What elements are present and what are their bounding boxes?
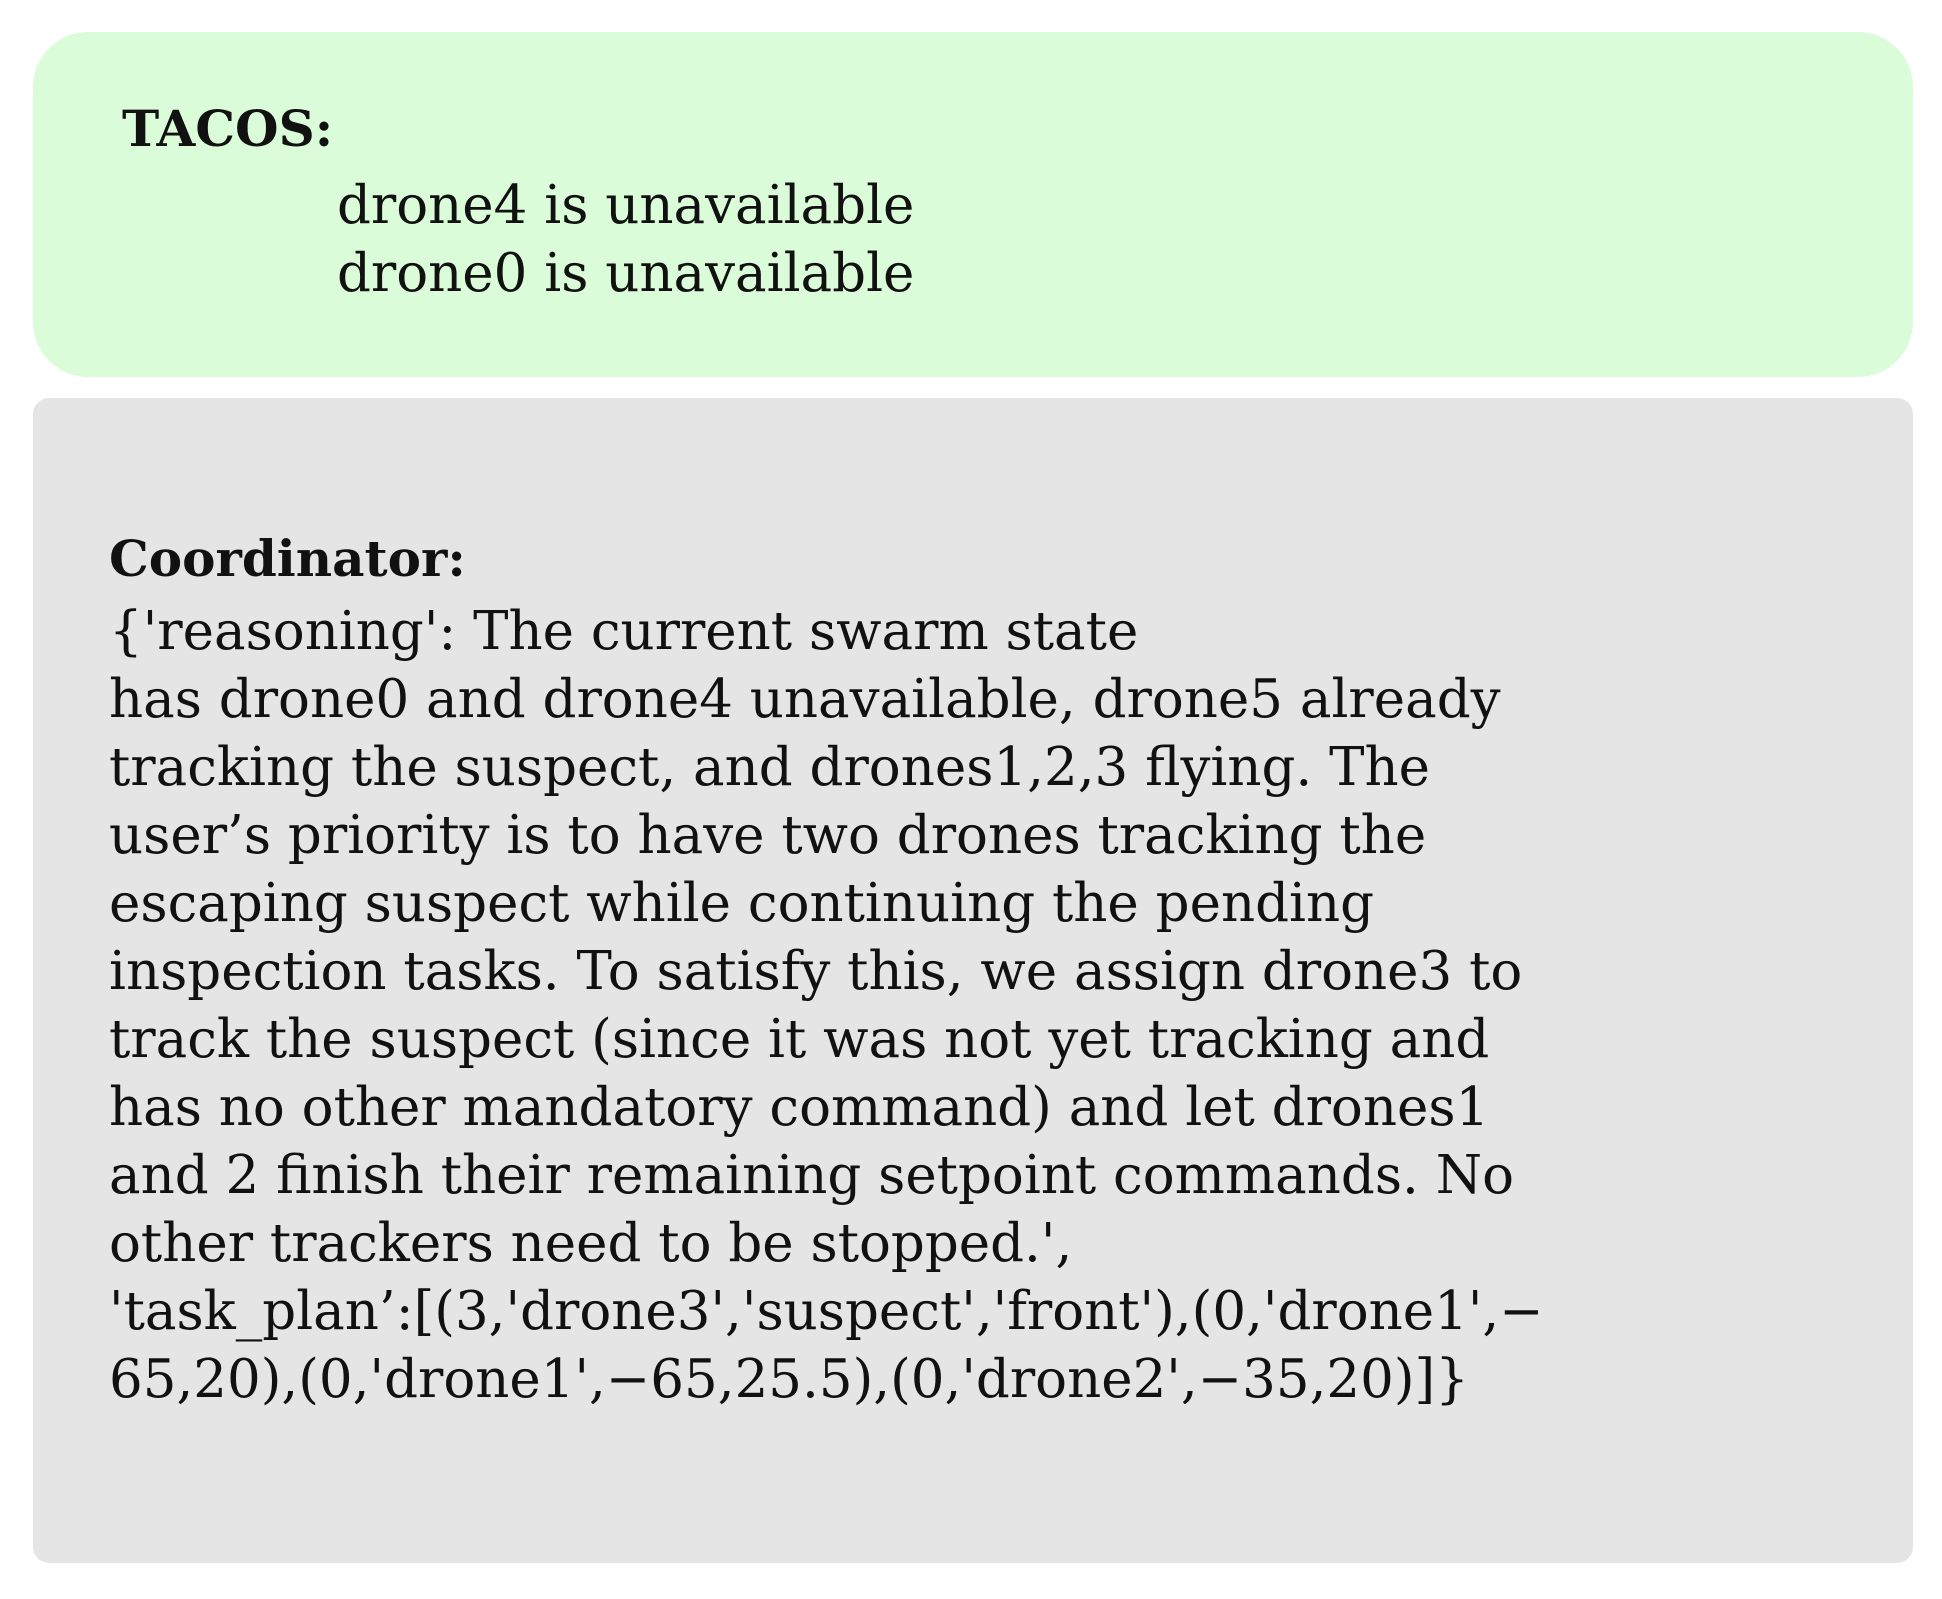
coordinator-text-line: other trackers need to be stopped.', [109,1213,1073,1274]
tacos-status-line: drone0 is unavailable [337,243,915,304]
tacos-message-panel [33,32,1913,377]
coordinator-text-line: {'reasoning': The current swarm state [109,601,1139,662]
coordinator-output-text [109,598,1544,1414]
coordinator-text-line: 65,20),(0,'drone1',−65,25.5),(0,'drone2',−35,20)]} [109,1349,1469,1410]
coordinator-text-line: escaping suspect while continuing the pending [109,873,1375,934]
coordinator-text-line: tracking the suspect, and drones1,2,3 flying. The [109,737,1430,798]
coordinator-text-line: track the suspect (since it was not yet tracking and [109,1009,1490,1070]
tacos-status-line: drone4 is unavailable [337,175,915,236]
coordinator-text-line: and 2 finish their remaining setpoint commands. No [109,1145,1514,1206]
coordinator-text-line: has drone0 and drone4 unavailable, drone5 already [109,669,1501,730]
coordinator-text-line: 'task_plan’:[(3,'drone3','suspect','front'),(0,'drone1',− [109,1281,1544,1342]
coordinator-heading: Coordinator: [109,529,466,588]
coordinator-text-line: has no other mandatory command) and let drones1 [109,1077,1490,1138]
coordinator-text-line: user’s priority is to have two drones tracking the [109,805,1427,866]
coordinator-text-line: inspection tasks. To satisfy this, we assign drone3 to [109,941,1523,1002]
tacos-heading: TACOS: [122,99,334,158]
coordinator-message-panel [33,398,1913,1563]
tacos-status-list [337,172,914,308]
